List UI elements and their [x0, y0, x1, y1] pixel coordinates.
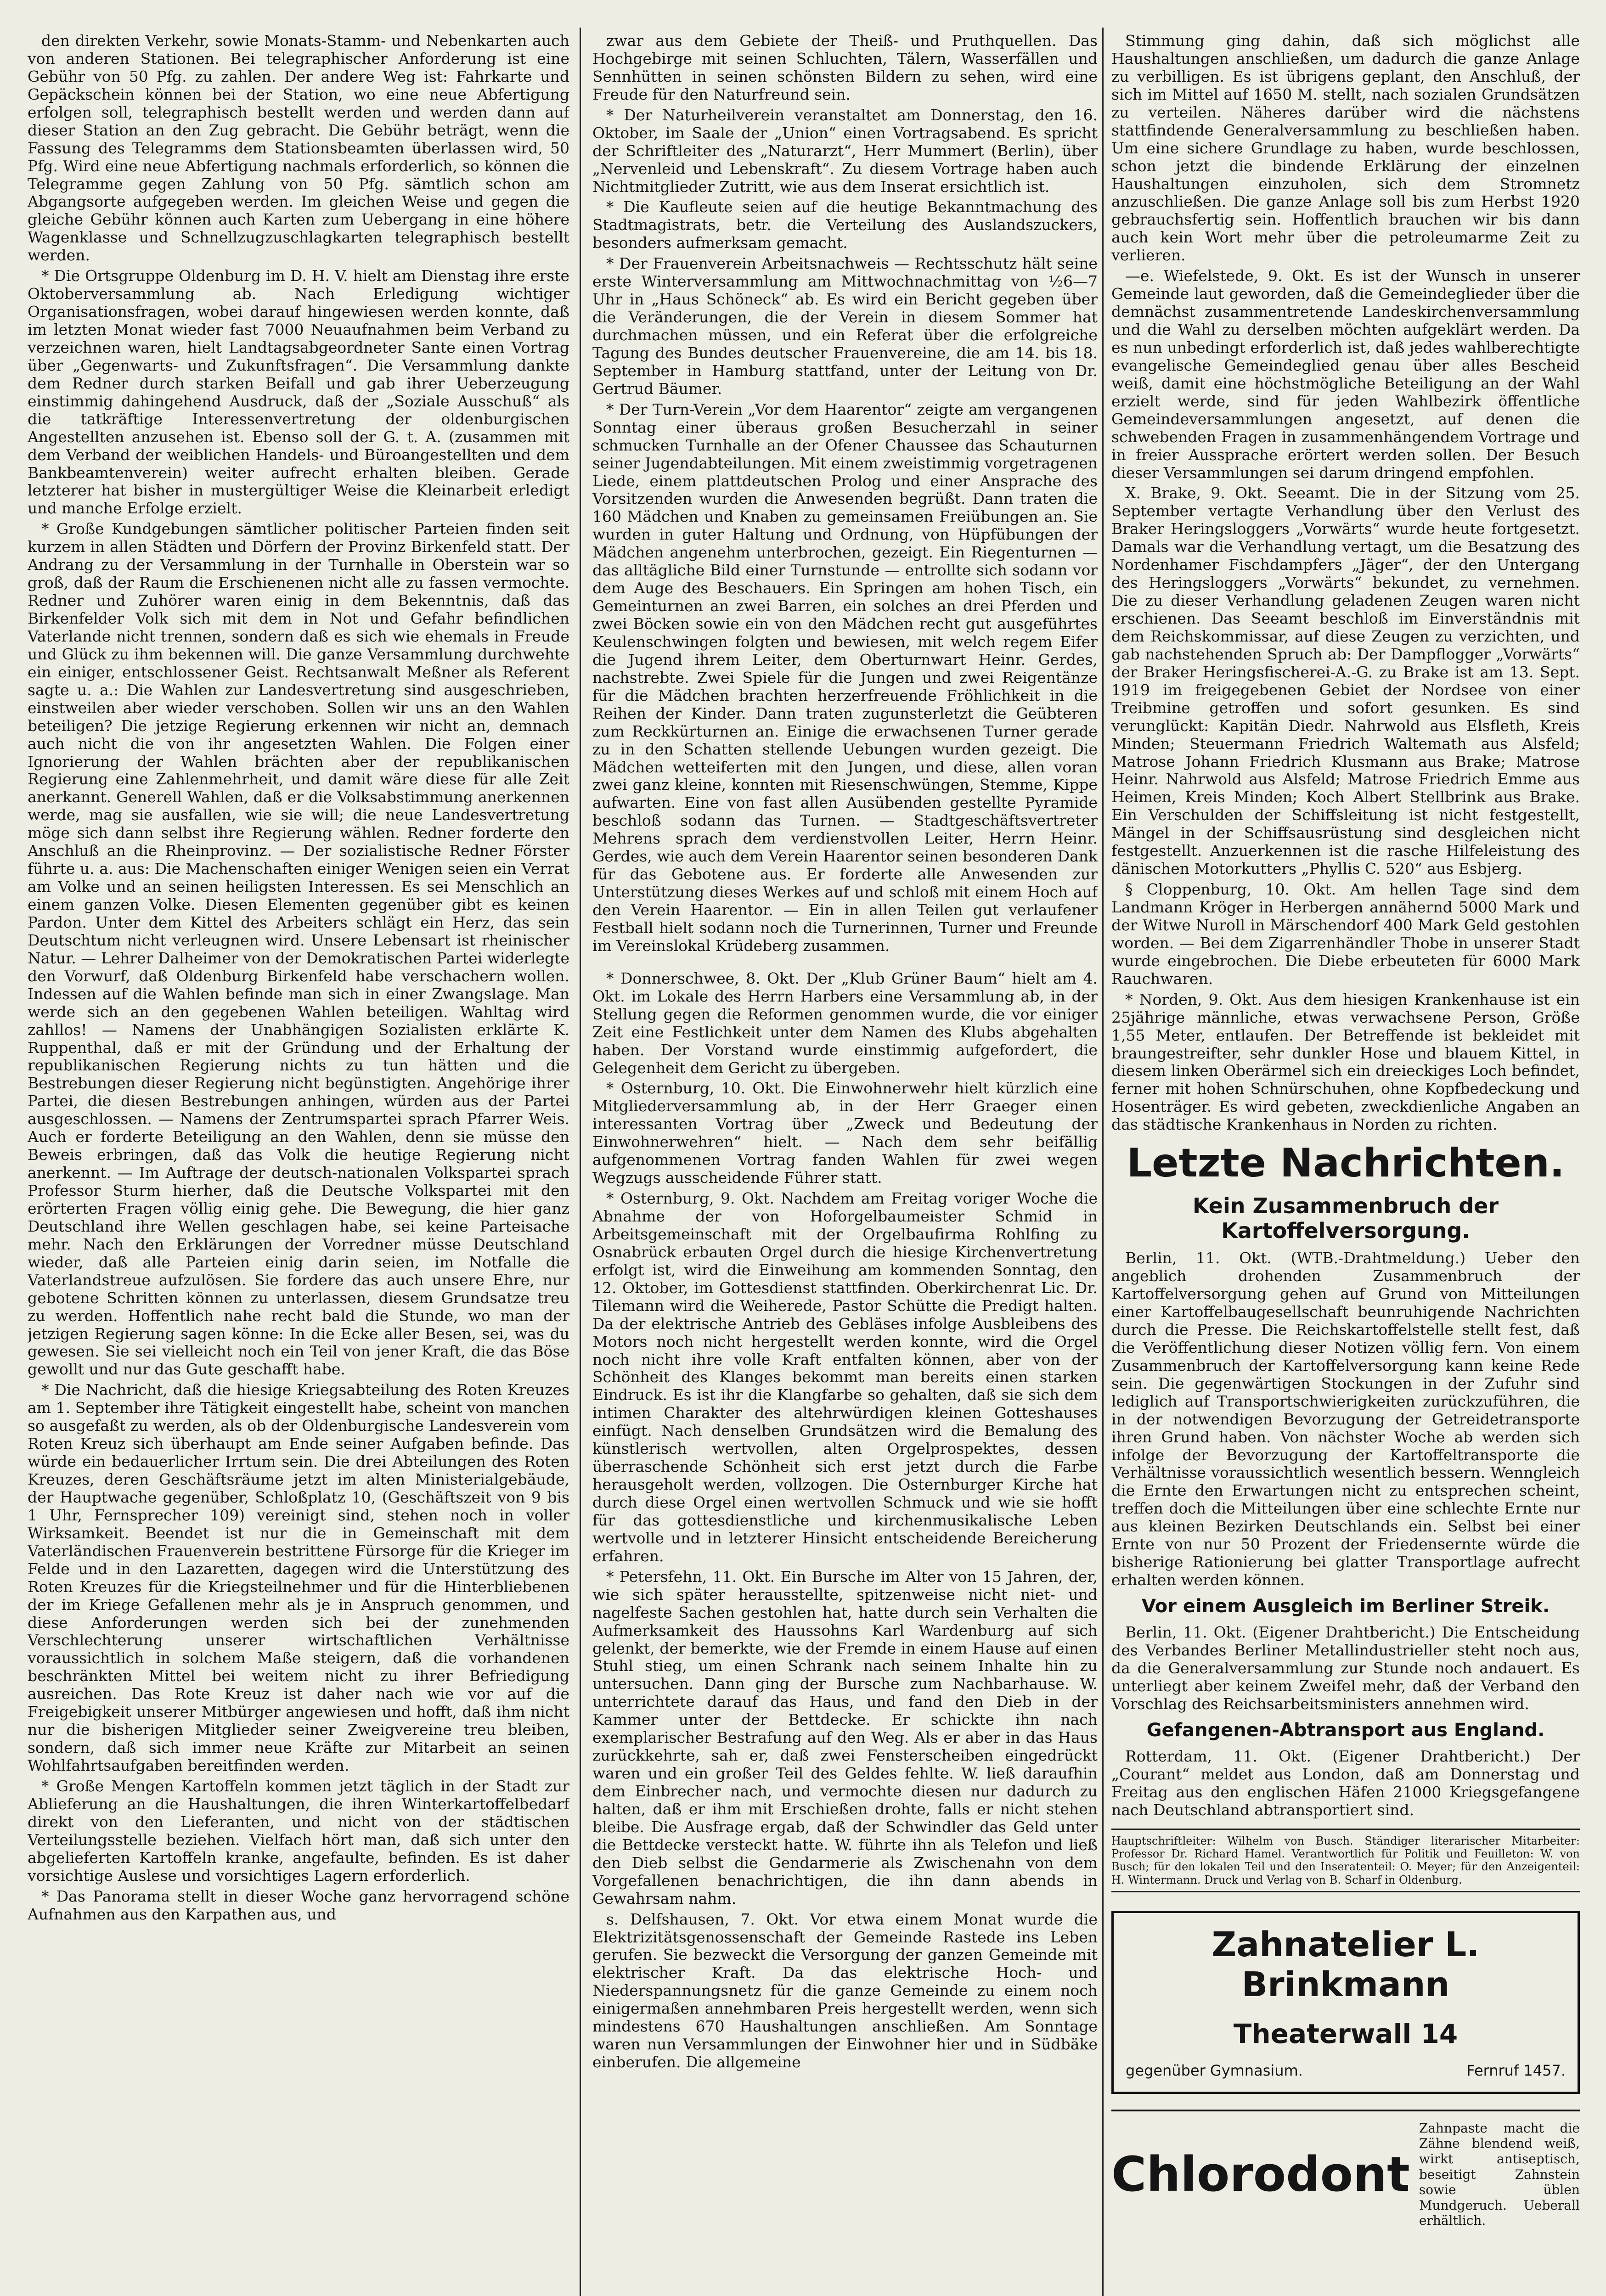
article-paragraph: * Die Nachricht, daß die hiesige Kriegsabteilung des Roten Kreuzes am 1. September ihre Tätigkeit eingestellt habe, scheint von manchen so ausgefaßt zu werden, als ob der Oldenburgische Landesverein vom Roten Kreuz sich überhaupt am Ende seiner Aufgaben befinde. Das würde ein bedauerlicher Irrtum sein. Die drei Abteilungen des Roten Kreuzes, deren Geschäftsräume jetzt im alten Ministerialgebäude, der Hauptwache gegenüber, Schloßplatz 10, (Geschäftszeit von 9 bis 1 Uhr, Fernsprecher 109) vereinigt sind, stehen noch in voller Wirksamkeit. Beendet ist nur die in Gemeinschaft mit dem Vaterländischen Frauenverein bestrittene Fürsorge für die Krieger im Felde und in den Lazaretten, dagegen wird die Unterstützung des Roten Kreuzes für die Kriegsteilnehmer und für die Hinterbliebenen der im Kriege Gefallenen mehr als je in Anspruch genommen, und diese Anforderungen werden sich bei der zunehmenden Verschlechterung unserer wirtschaftlichen Verhältnisse voraussichtlich in solchem Maße steigern, daß die vorhandenen beschränkten Mittel bei weitem nicht zu ihrer Befriedigung ausreichen. Das Rote Kreuz ist daher nach wie vor auf die Freigebigkeit unserer Mitbürger angewiesen und hofft, daß ihm nicht nur die bisherigen Mitglieder seiner Zweigvereine treu bleiben, sondern, daß sich immer neue Kräfte zur Mitarbeit an seinen Wohlfahrtsaufgaben bereitfinden werden. — [28, 1381, 569, 1774]
imprint: Hauptschriftleiter: Wilhelm von Busch. Ständiger literarischer Mitarbeiter: Professor Dr. Richard Hamel. Verantwortlich für Politik und Feuilleton: W. von Busch; für den lokalen Teil und den Inseratenteil: O. Meyer; für den Anzeigenteil: H. Wintermann. Druck und Verlag von B. Scharf in Oldenburg. — [1111, 1829, 1580, 1892]
article-paragraph: * Der Turn-Verein „Vor dem Haarentor“ zeigte am vergangenen Sonntag einer überaus großen Besucherzahl in seiner schmucken Turnhalle an der Ofener Chaussee das Schauturnen seiner Jugendabteilungen. Mit einem zweistimmig vorgetragenen Liede, einem plattdeutschen Prolog und einer Ansprache des Vorsitzenden wurden die Anwesenden begrüßt. Dann traten die 160 Mädchen und Knaben zu gemeinsamen Freiübungen an. Sie wurden in guter Haltung und Ordnung, von Hüpfübungen der Mädchen angenehm unterbrochen, gezeigt. Ein Riegenturnen — das alltägliche Bild einer Turnstunde — entrollte sich sodann vor dem Auge des Beschauers. Ein Springen am hohen Tisch, ein Gemeinturnen an zwei Barren, ein solches an drei Pferden und zwei Böcken sowie ein von den Mädchen recht gut ausgeführtes Keulenschwingen folgten und bewiesen, mit welch regem Eifer die Jugend ihrem Leiter, dem Oberturnwart Heinr. Gerdes, nachstrebte. Zwei Spiele für die Jungen und zwei Reigentänze für die Mädchen brachten herzerfreuende Fröhlichkeit in die Reihen der Kinder. Dann traten zugunsterletzt die Geübteren zum Reckkürturnen an. Einige die erwachsenen Turner gerade zu in den Schatten stellende Uebungen wurden gezeigt. Die Mädchen wetteiferten mit den Jungen, und diese, allen voran zwei ganz kleine, konnten mit Riesenschwüngen, Stemme, Kippe aufwarten. Eine von fast allen Ausübenden gestellte Pyramide beschloß sodann das Turnen. — Stadtgeschäftsvertreter Mehrens sprach dem verdienstvollen Leiter, Herrn Heinr. Gerdes, wie auch dem Verein Haarentor seinen besonderen Dank für das Gebotene aus. Er forderte alle Anwesenden zur Unterstützung dieses Werkes auf und schloß mit einem Hoch auf den Verein Haarentor. — Ein in allen Teilen gut verlaufener Festball hielt sodann noch die Turnerinnen, Turner und Freunde im Vereinslokal Krüdeberg zusammen. — [592, 400, 1098, 955]
article-paragraph: * Das Panorama stellt in dieser Woche ganz hervorragend schöne Aufnahmen aus den Karpathen aus, und — [28, 1887, 569, 1923]
spacer — [592, 958, 1098, 970]
news-subheadline: Kein Zusammenbruch der Kartoffelversorgung. — [1192, 1193, 1499, 1243]
column-left — [28, 32, 569, 2296]
article-paragraph: * Der Naturheilverein veranstaltet am Donnerstag, den 16. Oktober, im Saale der „Union“ einen Vortragsabend. Es spricht der Schriftleiter des „Naturarzt“, Herr Mummert (Berlin), über „Nervenleid und Lebenskraft“. Zu diesem Vortrage haben auch Nichtmitglieder Zutritt, wie aus dem Inserat ersichtlich ist. — [592, 106, 1098, 196]
article-paragraph: * Die Ortsgruppe Oldenburg im D. H. V. hielt am Dienstag ihre erste Oktoberversammlung ab. Nach Erledigung wichtiger Organisationsfragen, wobei darauf hingewiesen werden konnte, daß im letzten Monat wieder fast 7000 Neuaufnahmen beim Verband zu verzeichnen waren, hielt Landtagsabgeordneter Sante einen Vortrag über „Gegenwarts- und Zukunftsfragen“. Die Versammlung dankte dem Redner durch starken Beifall und gab ihrer Ueberzeugung einstimmig dahingehend Ausdruck, daß der „Soziale Ausschuß“ als die tatkräftige Interessenvertretung der oldenburgischen Angestellten anzusehen ist. Ebenso soll der G. t. A. (zusammen mit dem Verband der weiblichen Handels- und Büroangestellten und dem Bankbeamtenverein) weiter aufrecht erhalten bleiben. Gerade letzterer hat bisher in mustergültiger Weise die Kleinarbeit erledigt und manche Erfolge erzielt. — [28, 267, 569, 518]
article-paragraph: den direkten Verkehr, sowie Monats-Stamm- und Nebenkarten auch von anderen Stationen. Bei telegraphischer Anforderung ist eine Gebühr von 50 Pfg. zu zahlen. Der andere Weg ist: Fahrkarte und Gepäckschein können bei der Station, wo eine neue Abfertigung erfolgen soll, telegraphisch bestellt werden und werden dann auf dieser Station an den Zug gebracht. Die Gebühr beträgt, wenn die Fassung des Telegramms dem Stationsbeamten überlassen wird, 50 Pfg. Wird eine neue Abfertigung nachmals erforderlich, so können die Telegramme gegen Zahlung von 50 Pfg. sämtlich schon am Abgangsorte aufgegeben werden. Im gleichen Weise und gegen die gleiche Gebühr können auch Karten zum Uebergang in eine höhere Wagenklasse und Schnellzugzuschlagkarten telegraphisch bestellt werden. — [28, 32, 569, 264]
article-paragraph: * Donnerschwee, 8. Okt. Der „Klub Grüner Baum“ hielt am 4. Okt. im Lokale des Herrn Harbers eine Versammlung ab, in der Stellung gegen die Reformen genommen wurde, die vor einiger Zeit eine Festlichkeit unter dem Namen des Klubs abgehalten haben. Der Vorstand wurde einstimmig aufgefordert, die Gelegenheit dem Gericht zu übergeben. — [592, 969, 1098, 1077]
article-paragraph: * Osternburg, 9. Okt. Nachdem am Freitag voriger Woche die Abnahme der von Hoforgelbaumeister Schmid in Arbeitsgemeinschaft mit der Orgelbaufirma Rohlfing zu Osnabrück erbauten Orgel durch die hiesige Kirchenvertretung erfolgt ist, wird die Einweihung am kommenden Sonntag, den 12. Oktober, im Gottesdienst stattfinden. Oberkirchenrat Lic. Dr. Tilemann wird die Weiherede, Pastor Schütte die Predigt halten. Da der elektrische Antrieb des Gebläses infolge Ausbleibens des Motors noch nicht hergestellt werden konnte, wird die Orgel noch nicht ihre volle Kraft entfalten können, aber von der Schönheit des Klanges bekommt man bereits einen starken Eindruck. Es ist ihr die Klangfarbe so gehalten, daß sie sich dem intimen Charakter des altehrwürdigen kleinen Gotteshauses einfügt. Nach denselben Grundsätzen wird die Bemalung des künstlerisch wertvollen, alten Orgelprospektes, dessen überraschende Schönheit sich erst jetzt durch die Farbe herausgeholt werden, vollzogen. Die Osternburger Kirche hat durch diese Orgel einen wertvollen Schmuck und wie sie hofft für das gottesdienstliche und kirchenmusikalische Leben wertvolle und in letzterer Hinsicht entscheidende Bereicherung erfahren. — [592, 1189, 1098, 1565]
article-paragraph: § Cloppenburg, 10. Okt. Am hellen Tage sind dem Landmann Kröger in Herbergen annähernd 5000 Mark und der Witwe Nuroll in Märschendorf 400 Mark Geld gestohlen worden. — Bei dem Zigarrenhändler Thobe in unserer Stadt wurde eingebrochen. Die Diebe erbeuteten für 6000 Mark Rauchwaren. — [1111, 880, 1580, 988]
ad-phone: Fernruf 1457. — [1466, 2062, 1566, 2080]
article-paragraph: * Große Mengen Kartoffeln kommen jetzt täglich in der Stadt zur Ablieferung an die Haushaltungen, die ihren Winterkartoffelbedarf direkt von den Lieferanten, und nicht von der städtischen Verteilungsstelle beziehen. Vielfach hört man, daß sich unter den abgelieferten Kartoffeln kranke, angefaulte, befinden. Es ist daher vorsichtige Auslese und vorsichtiges Lagern erforderlich. — [28, 1777, 569, 1885]
column-rule-2 — [1102, 28, 1104, 2296]
advertisement-brinkmann — [1111, 1911, 1580, 2094]
column-right — [1111, 32, 1580, 2296]
article-paragraph: * Der Frauenverein Arbeitsnachweis — Rechtsschutz hält seine erste Winterversammlung am Mittwochnachmittag von ½6—7 Uhr in „Haus Schöneck“ ab. Es wird ein Bericht gegeben über die Veränderungen, die der Verein in diesem Sommer hat durchmachen müssen, und ein Referat über die erfolgreiche Tagung des Bundes deutscher Frauenvereine, die am 14. bis 18. September in Hamburg stattfand, unter der Leitung von Dr. Gertrud Bäumer. — [592, 254, 1098, 398]
article-paragraph: s. Delfshausen, 7. Okt. Vor etwa einem Monat wurde die Elektrizitätsgenossenschaft der Gemeinde Rastede ins Leben gerufen. Sie bezweckt die Versorgung der ganzen Gemeinde mit elektrischer Kraft. Da das elektrische Hoch- und Niederspannungsnetz für die ganze Gemeinde zu einem noch einigermaßen annehmbaren Preis hergestellt werden, wenn sich mindestens 670 Haushaltungen anschließen. Am Sonntage waren nun Versammlungen der Einwohner hier und in Südbäke einberufen. Die allgemeine — [592, 1910, 1098, 2071]
column-middle — [592, 32, 1098, 2296]
article-paragraph: * Die Kaufleute seien auf die heutige Bekanntmachung des Stadtmagistrats, betr. die Verteilung des Auslandszuckers, besonders aufmerksam gemacht. — [592, 198, 1098, 252]
news-paragraph: Berlin, 11. Okt. (WTB.-Drahtmeldung.) Ueber den angeblich drohenden Zusammenbruch der Kartoffelversorgung gehen auf Grund von Mitteilungen einer Kartoffelbaugesellschaft beunruhigende Nachrichten durch die Presse. Die Reichskartoffelstelle stellt fest, daß die Veröffentlichung dieser Notizen völlig fern. Von einem Zusammenbruch der Kartoffelversorgung kann keine Rede sein. Die gegenwärtigen Stockungen in der Zufuhr sind lediglich auf Transportschwierigkeiten zurückzuführen, die in der notwendigen Bevorzugung der Getreidetransporte ihren Grund haben. Von nächster Woche ab werden sich infolge der Bevorzugung der Kartoffeltransporte die Verhältnisse voraussichtlich wesentlich bessern. Wenngleich die Ernte den Erwartungen nicht zu entsprechen scheint, treffen doch die Mitteilungen über eine schlechte Ernte nur aus kleinen Bezirken Deutschlands ein. Selbst bei einer Ernte von nur 50 Prozent der Friedensernte würde die bisherige Rationierung bei glatter Transportlage aufrecht erhalten werden können. — [1111, 1249, 1580, 1589]
article-paragraph: * Norden, 9. Okt. Aus dem hiesigen Krankenhause ist ein 25jährige männliche, etwas verwachsene Person, Größe 1,55 Meter, entlaufen. Der Betreffende ist bekleidet mit braungestreifter, sehr dunkler Hose und blauem Kittel, in diesem linken Oberärmel sich ein dreieckiges Loch befindet, ferner mit hohen Schnürschuhen, ohne Kopfbedeckung und Hosenträger. Es wird gebeten, zweckdienliche Angaben an das städtische Krankenhaus in Norden zu richten. — [1111, 990, 1580, 1134]
article-paragraph: —e. Wiefelstede, 9. Okt. Es ist der Wunsch in unserer Gemeinde laut geworden, daß die Gemeindeglieder über die demnächst zusammentretende Landeskirchenversammlung und die Wahl zu derselben möchten aufgeklärt werden. Da es nun unbedingt erforderlich ist, daß jedes wahlberechtigte evangelische Gemeindeglied genau über alles Bescheid weiß, damit eine höchstmögliche Beteiligung an der Wahl erzielt werde, sind für jeden Wahlbezirk öffentliche Gemeindeversammlungen angesetzt, auf denen die schwebenden Fragen in zusammenhängendem Vortrage und in freier Aussprache erörtert werden sollen. Der Besuch dieser Versammlungen sei darum dringend empfohlen. — [1111, 267, 1580, 482]
article-paragraph: X. Brake, 9. Okt. Seeamt. Die in der Sitzung vom 25. September vertagte Verhandlung über den Verlust des Braker Heringsloggers „Vorwärts“ wurde heute fortgesetzt. Damals war die Verhandlung vertagt, um die Besatzung des Nordenhamer Fischdampfers „Jäger“, der den Untergang des Heringsloggers „Vorwärts“ bekundet, zu vernehmen. Die zu dieser Verhandlung geladenen Zeugen waren nicht erschienen. Das Seeamt beschloß im Einverständnis mit dem Reichskommissar, auf diese Zeugen zu verzichten, und gab nachstehenden Spruch ab: Der Dampflogger „Vorwärts“ der Braker Heringsfischerei-A.-G. zu Brake ist am 13. Sept. 1919 im freigegebenen Gebiet der Nordsee von einer Treibmine getroffen und sofort gesunken. Es sind verunglückt: Kapitän Diedr. Nahrwold aus Elsfleth, Kreis Minden; Steuermann Friedrich Waltemath aus Alsfeld; Matrose Johann Friedrich Klusmann aus Brake; Matrose Heinr. Nahrwold aus Alsfeld; Matrose Friedrich Emme aus Heimen, Kreis Minden; Koch Albert Stellbrink aus Brake. Ein Verschulden der Schiffsleitung ist nicht festgestellt, Mängel in der Schiffsausrüstung sind desgleichen nicht festgestellt. Anzuerkennen ist die rasche Hilfeleistung des dänischen Motorkutters „Phyllis C. 520“ aus Esbjerg. — [1111, 484, 1580, 878]
news-subheadline: Vor einem Ausgleich im Berliner Streik. — [1141, 1596, 1550, 1617]
article-paragraph: Stimmung ging dahin, daß sich möglichst alle Haushaltungen anschließen, um dadurch die ganze Anlage zu verbilligen. Es ist übrigens geplant, den Anschluß, der sich im Mittel auf 1650 M. stellt, nach sozialen Grundsätzen zu verteilen. Näheres darüber wird die nächstens stattfindende Generalversammlung zu beschließen haben. Um eine sichere Grundlage zu haben, wurde beschlossen, schon jetzt die bindende Erklärung der einzelnen Haushaltungen einzuholen, sich dem Stromnetz anzuschließen. Die ganze Anlage soll bis zum Herbst 1920 gebrauchsfertig sein. Hoffentlich brauchen wir bis dann auch kein Wort mehr über die petroleumarme Zeit zu verlieren. — [1111, 32, 1580, 264]
news-paragraph: Rotterdam, 11. Okt. (Eigener Drahtbericht.) Der „Courant“ meldet aus London, daß am Donnerstag und Freitag aus den englischen Häfen 21000 Kriegsgefangene nach Deutschland abtransportiert sind. — [1111, 1747, 1580, 1819]
column-rule-1 — [580, 28, 581, 2296]
ad-brand: Chlorodont — [1111, 2146, 1410, 2203]
article-paragraph: * Osternburg, 10. Okt. Die Einwohnerwehr hielt kürzlich eine Mitgliederversammlung ab, in der Herr Graeger einen interessanten Vortrag über „Zweck und Bedeutung der Einwohnerwehren“ hielt. — Nach dem sehr beifällig aufgenommenen Vortrag fanden Wahlen für zwei wegen Wegzugs ausscheidende Führer statt. — [592, 1079, 1098, 1187]
ad-title: Zahnatelier L. Brinkmann — [1212, 1925, 1480, 2005]
ad-location: gegenüber Gymnasium. — [1126, 2062, 1303, 2080]
latest-news-headline: Letzte Nachrichten. — [1127, 1140, 1565, 1187]
article-paragraph: * Große Kundgebungen sämtlicher politischer Parteien finden seit kurzem in allen Städten und Dörfern der Provinz Birkenfeld statt. Der Andrang zu der Versammlung in der Turnhalle in Oberstein war so groß, daß der Raum die Erschienenen nicht alle zu fassen vermochte. Redner und Zuhörer waren einig in dem Bekenntnis, daß das Birkenfelder Volk sich mit dem in Not und Gefahr befindlichen Vaterlande nicht trennen, sondern daß es sich wie ehemals in Freude und Glück zu ihm bekennen will. Die ganze Versammlung durchwehte ein einiger, entschlossener Geist. Rechtsanwalt Meßner als Referent sagte u. a.: Die Wahlen zur Landesvertretung sind ausgeschrieben, einstweilen aber wieder verschoben. Sollen wir uns an den Wahlen beteiligen? Die jetzige Regierung erkennen wir nicht an, demnach auch nicht die von ihr angesetzten Wahlen. Die Folgen einer Ignorierung der Wahlen brächten aber der republikanischen Regierung eine Zahlenmehrheit, und damit wäre diese für alle Zeit anerkannt. Generell Wahlen, daß er die Volksabstimmung anerkennen werde, mag sie ausfallen, wie sie will; die neue Landesvertretung möge sich dann selbst ihre Regierung wählen. Redner forderte den Anschluß an die Rheinprovinz. — Der sozialistische Redner Förster führte u. a. aus: Die Machenschaften einiger Wenigen seien ein Verrat am Volke und an seinen heiligsten Interessen. Es sei Menschlich an einem ganzen Volke. Diesen Elementen gegenüber gibt es keinen Pardon. Unter dem Kittel des Arbeiters schlägt ein Herz, das sein Deutschtum nicht verleugnen wird. Unsere Lebensart ist rheinischer Natur. — Lehrer Dalheimer von der Demokratischen Partei widerlegte den Vorwurf, daß Oldenburg Birkenfeld habe verschachern wollen. Indessen auf die Wahlen befinde man sich in einer Zwangslage. Man werde sich an den gegebenen Wahlen beteiligen. Wahltag wird zahllos! — Namens der Unabhängigen Sozialisten erklärte K. Ruppenthal, daß er mit der Gründung und der Erhaltung der republikanischen Regierung nichts zu tun hätten und die Bestrebungen dieser Regierung nicht begünstigten. Angehörige ihrer Partei, die diesen Bestrebungen anhingen, würden aus der Partei ausgeschlossen. — Namens der Zentrumspartei sprach Pfarrer Weis. Auch er forderte Beteiligung an den Wahlen, denn sie müsse den Beweis erbringen, daß das Volk die heutige Regierung nicht anerkennt. — Im Auftrage der deutsch-nationalen Volkspartei sprach Professor Sturm hierher, daß die Deutsche Volkspartei mit den erörterten Fragen völlig einig gehe. Die Bewegung, die hier ganz Deutschland ihre Wellen geschlagen habe, sei keine Parteisache mehr. Nach den Erklärungen der Vorredner müsse Deutschland wieder, daß alle Parteien einig darin seien, im Notfalle die Vaterlandstreue aufzulösen. Sie fordere das auch unsere Ehre, nur gebotene Schritten können zu unterlassen, diesem Grundsatze treu zu werden. Hoffentlich nahe recht bald die Stunde, wo man der jetzigen Regierung sagen könne: In die Ecke aller Besen, sei, was du gewesen. Sie sei vielleicht noch ein Teil von jener Kraft, die das Böse gewollt und nur das Gute geschafft habe. — [28, 520, 569, 1379]
article-paragraph: zwar aus dem Gebiete der Theiß- und Pruthquellen. Das Hochgebirge mit seinen Schluchten, Tälern, Wasserfällen und Sennhütten in seinen schönsten Bildern zu sehen, wird eine Freude für den Naturfreund sein. — [592, 32, 1098, 103]
news-paragraph: Berlin, 11. Okt. (Eigener Drahtbericht.) Die Entscheidung des Verbandes Berliner Metallindustrieller steht noch aus, da die Generalversammlung zur Stunde noch andauert. Es unterliegt aber keinem Zweifel mehr, daß der Verband den Vorschlag des Reichsarbeitsministers annehmen wird. — [1111, 1623, 1580, 1713]
ad-footer — [1126, 2062, 1566, 2080]
ad-address: Theaterwall 14 — [1233, 2018, 1458, 2049]
advertisement-chlorodont — [1111, 2110, 1580, 2228]
news-subheadline: Gefangenen-Abtransport aus England. — [1146, 1719, 1545, 1741]
article-paragraph: * Petersfehn, 11. Okt. Ein Bursche im Alter von 15 Jahren, der, wie sich später herausstellte, spitzenweise nicht niet- und nagelfeste Sachen gestohlen hat, hatte durch sein Verhalten die Aufmerksamkeit des Haussohns Karl Wardenburg auf sich gelenkt, der bemerkte, wie der Fremde in einem Hause auf einen Stuhl stieg, um einen Schrank nach seinem Inhalte hin zu untersuchen. Dann ging der Bursche zum Nachbarhause. W. unterrichtete darauf das Haus, und fand den Dieb in der Kammer unter der Bettdecke. Er schickte ihn nach exemplarischer Bestrafung auf den Weg. Als er aber in das Haus zurückkehrte, sah er, daß zwei Fensterscheiben eingedrückt waren und ein großer Teil des Geldes fehlte. W. ließ daraufhin dem Einbrecher nach, und vermochte diesen nur dadurch zu halten, daß er ihm mit Erschießen drohte, falls er nicht stehen bleibe. Die Ausfrage ergab, daß der Schwindler das Geld unter die Bettdecke versteckt hatte. W. führte ihn als Telefon und ließ den Dieb selbst die Gendarmerie als Zwischenahn von dem Vorgefallenen benachrichtigen, die ihn dann abends in Gewahrsam nahm. — [592, 1567, 1098, 1908]
ad-text: Zahnpaste macht die Zähne blendend weiß, wirkt antiseptisch, beseitigt Zahnstein sowie üblen Mundgeruch. Ueberall erhältlich. — [1419, 2120, 1580, 2228]
